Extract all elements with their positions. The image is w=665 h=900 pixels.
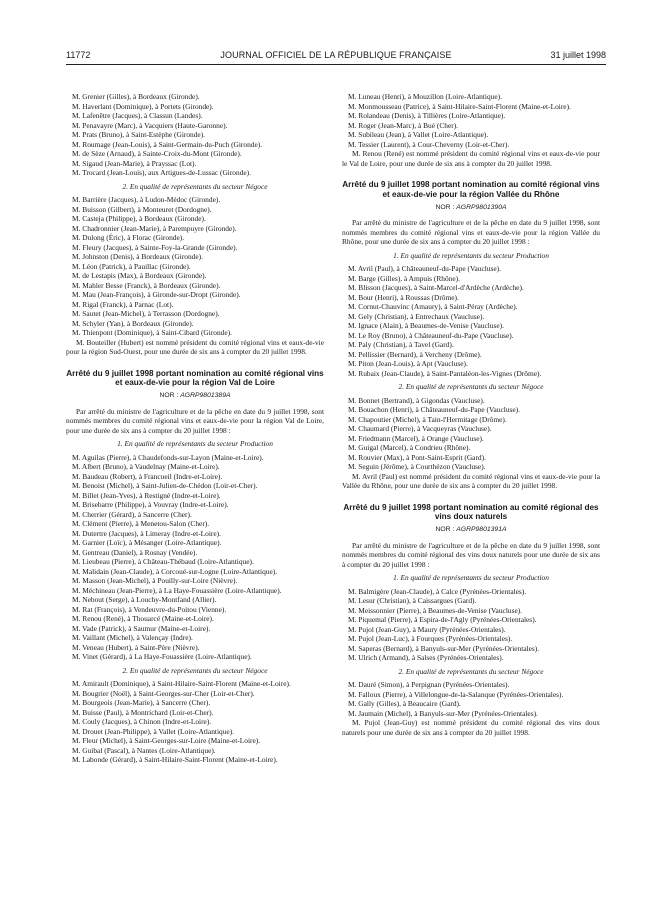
list-item: M. Johnston (Denis), à Bordeaux (Gironde). xyxy=(72,252,203,261)
list-item: M. Lesur (Christian), à Caissargues (Gard). xyxy=(348,596,477,606)
list-item: M. Piton (Jean-Louis), à Apt (Vaucluse). xyxy=(348,359,468,369)
list-item: M. Vaillant (Michel), à Valençay (Indre). xyxy=(72,633,193,643)
list-item: M. Bour (Henri), à Roussas (Drôme). xyxy=(348,292,459,302)
list-item: M. Tessier (Laurent), à Cour-Cheverny (Loir-et-Cher). xyxy=(348,139,510,149)
page-header xyxy=(66,50,606,64)
list-item: M. Grenier (Gilles), à Bordeaux (Gironde). xyxy=(72,92,200,101)
list-item: M. de Lestapis (Max), à Bordeaux (Gironde). xyxy=(72,271,207,280)
list-item: M. Chapoutier (Michel), à Tain-l'Hermitage (Drôme). xyxy=(348,414,507,424)
list-item: M. Veneau (Hubert), à Saint-Père (Nièvre). xyxy=(72,642,200,652)
arrete-intro: Par arrêté du ministre de l'agriculture et de la pêche en date du 9 juillet 1998, sont nommés membres du comité régional vins et eaux-de-vie pour la région Vallée du Rhône, pour une durée de six ans à compter du 20 juillet 1998 : xyxy=(342,218,600,247)
list-item: M. Prats (Bruno), à Saint-Estèphe (Gironde). xyxy=(72,130,206,139)
list-item: M. Malidain (Jean-Claude), à Corcoué-sur-Logne (Loire-Atlantique). xyxy=(72,566,278,576)
list-item: M. Fleur (Michel), à Saint-Georges-sur-Loire (Maine-et-Loire). xyxy=(72,736,261,746)
list-item: M. Billet (Jean-Yves), à Restigné (Indre-et-Loire). xyxy=(72,490,221,500)
list-item: M. Gally (Gilles), à Beaucaire (Gard). xyxy=(348,699,461,709)
list-item: M. Subileau (Jean), à Vallet (Loire-Atlantique). xyxy=(348,130,489,139)
list-item: M. Seguin (Jérôme), à Courthézon (Vaucluse). xyxy=(348,462,486,472)
list-item: M. Méchineau (Jean-Pierre), à La Haye-Fouassière (Loire-Atlantique). xyxy=(72,585,282,595)
list-item: M. Gely (Christian), à Entrechaux (Vaucluse). xyxy=(348,311,485,321)
list-item: M. Amirault (Dominique), à Saint-Hilaire-Saint-Florent (Maine-et-Loire). xyxy=(72,679,291,689)
list-item: M. Masson (Jean-Michel), à Pouilly-sur-Loire (Nièvre). xyxy=(72,576,238,586)
list-item: M. Bonnet (Bertrand), à Gigondas (Vaucluse). xyxy=(348,395,485,405)
list-item: M. Rolandeau (Denis), à Tillières (Loire-Atlantique). xyxy=(348,111,506,120)
nor-label: NOR : xyxy=(435,526,455,534)
right-column xyxy=(342,92,600,737)
list-item: M. Avril (Paul), à Châteauneuf-du-Pape (Vaucluse). xyxy=(348,264,501,274)
list-item: M. Vade (Patrick), à Saumur (Maine-et-Loire). xyxy=(72,623,211,633)
nor-reference xyxy=(66,391,324,401)
journal-title: JOURNAL OFFICIEL DE LA RÉPUBLIQUE FRANÇAISE xyxy=(220,50,452,60)
list-item: M. Baudeau (Robert), à Francueil (Indre-et-Loire). xyxy=(72,471,223,481)
arrete-title: Arrêté du 9 juillet 1998 portant nomination au comité régional vins et eaux-de-vie pour la région Vallée du Rhône xyxy=(342,180,600,199)
list-item: M. Dutertre (Jacques), à Limeray (Indre-et-Loire). xyxy=(72,528,221,538)
list-item: M. Gentreau (Daniel), à Rosnay (Vendée). xyxy=(72,547,198,557)
list-vdn-production xyxy=(342,587,600,663)
list-item: M. Brisebarre (Philippe), à Vouvray (Indre-et-Loire). xyxy=(72,500,229,510)
list-item: M. Sautet (Jean-Michel), à Terrasson (Dordogne). xyxy=(72,309,220,318)
nor-label: NOR : xyxy=(435,203,455,211)
list-item: M. Guibal (Pascal), à Nantes (Loire-Atlantique). xyxy=(72,745,216,755)
list-item: M. Rat (François), à Vendeuvre-du-Poitou (Vienne). xyxy=(72,604,227,614)
list-item: M. Labonde (Gérard), à Saint-Hilaire-Saint-Florent (Maine-et-Loire). xyxy=(72,755,278,765)
list-item: M. Thienpont (Dominique), à Saint-Cibard (Gironde). xyxy=(72,328,232,337)
arrete-intro: Par arrêté du ministre de l'agriculture et de la pêche en date du 9 juillet 1998, sont nommés membres du comité régional vins et eaux-de-vie pour la région Val de Loire, pour une durée de six ans à compter du 20 juillet 1998 : xyxy=(66,406,324,435)
list-item: M. Barge (Gilles), à Ampuis (Rhône). xyxy=(348,273,460,283)
list-item: M. Blisson (Jacques), à Saint-Marcel-d'Ardèche (Ardèche). xyxy=(348,283,524,293)
list-item: M. Pujol (Jean-Guy), à Maury (Pyrénées-Orientales). xyxy=(348,624,506,634)
list-item: M. Jaumain (Michel), à Banyuls-sur-Mer (Pyrénées-Orientales). xyxy=(348,708,538,718)
list-item: M. Léon (Patrick), à Pauillac (Gironde). xyxy=(72,261,191,271)
list-item: M. Lafenêtre (Jacques), à Classun (Landes). xyxy=(72,111,203,120)
arrete-intro: Par arrêté du ministre de l'agriculture et de la pêche en date du 9 juillet 1998, sont nommés membres du comité régional des vins doux naturels pour une durée de six ans à compter du 20 juillet 1998 : xyxy=(342,540,600,569)
list-item: M. Vinet (Gérard), à La Haye-Fouassière (Loire-Atlantique). xyxy=(72,652,252,662)
list-item: M. Fleury (Jacques), à Sainte-Foy-la-Grande (Gironde). xyxy=(72,242,238,252)
list-item: M. Lieubeau (Pierre), à Château-Thébaud (Loire-Atlantique). xyxy=(72,557,254,567)
list-item: M. Piquemal (Pierre), à Espira-de-l'Agly (Pyrénées-Orientales). xyxy=(348,615,537,625)
list-item: M. Aguilas (Pierre), à Chaudefonds-sur-Layon (Maine-et-Loire). xyxy=(72,452,264,462)
list-item: M. Renou (René), à Thouarcé (Maine-et-Loire). xyxy=(72,614,214,624)
list-item: M. Roger (Jean-Marc), à Bué (Cher). xyxy=(348,120,458,130)
list-item: M. Haverlant (Dominique), à Portets (Gironde). xyxy=(72,101,214,111)
president-paragraph: M. Pujol (Jean-Guy) est nommé président du comité régional des vins doux naturels pour une durée de six ans à compter du 20 juillet 1998. xyxy=(342,718,600,737)
list-item: M. Benoist (Michel), à Saint-Julien-de-Chédon (Loir-et-Cher). xyxy=(72,481,258,491)
nor-reference xyxy=(342,203,600,213)
list-item: M. Rigal (Franck), à Parnac (Lot). xyxy=(72,299,174,309)
list-item: M. Roumage (Jean-Louis), à Saint-Germain-du-Puch (Gironde). xyxy=(72,139,263,149)
list-item: M. Rouvier (Max), à Pont-Saint-Esprit (Gard). xyxy=(348,452,486,462)
list-item: M. Balmigère (Jean-Claude), à Calce (Pyrénées-Orientales). xyxy=(348,586,527,596)
list-item: M. Meissonnier (Pierre), à Beaumes-de-Venise (Vaucluse). xyxy=(348,605,523,615)
list-loire-negoce-end xyxy=(342,92,600,149)
nor-label: NOR : xyxy=(159,392,179,400)
list-item: M. Bougrier (Noël), à Saint-Georges-sur-Cher (Loir-et-Cher). xyxy=(72,688,255,698)
left-column xyxy=(66,92,324,765)
section-heading: 2. En qualité de représentants du secteur Négoce xyxy=(398,666,544,676)
list-item: M. Barrière (Jacques), à Ludon-Médoc (Gironde). xyxy=(72,195,221,204)
section-heading: 1. En qualité de représentants du secteur Production xyxy=(393,573,549,583)
section-heading: 1. En qualité de représentants du secteur Production xyxy=(117,439,273,449)
list-item: M. Albert (Bruno), à Vaudelnay (Maine-et-Loire). xyxy=(72,462,220,472)
list-item: M. Chaumard (Pierre), à Vacqueyras (Vaucluse). xyxy=(348,424,492,434)
list-item: M. Clément (Pierre), à Menetou-Salon (Cher). xyxy=(72,519,210,529)
list-item: M. Penavayre (Marc), à Vacquiers (Haute-Garonne). xyxy=(72,120,228,130)
list-item: M. Garnier (Loïc), à Mésanger (Loire-Atlantique). xyxy=(72,538,222,548)
list-item: M. Casteja (Philippe), à Bordeaux (Gironde). xyxy=(72,214,206,223)
list-item: M. Bouachon (Henri), à Châteauneuf-du-Pape (Vaucluse). xyxy=(348,405,520,415)
list-item: M. Friedmann (Marcel), à Orange (Vaucluse). xyxy=(348,433,484,443)
nor-code: AGRP9801389A xyxy=(180,392,231,400)
list-item: M. Mau (Jean-François), à Gironde-sur-Dropt (Gironde). xyxy=(72,290,241,299)
list-item: M. Monmousseau (Patrice), à Saint-Hilaire-Saint-Florent (Maine-et-Loire). xyxy=(348,101,571,111)
list-item: M. Schyler (Yan), à Bordeaux (Gironde). xyxy=(72,318,194,328)
list-item: M. Luneau (Henri), à Mouzillon (Loire-Atlantique). xyxy=(348,92,502,101)
president-paragraph: M. Renou (René) est nommé président du comité régional vins et eaux-de-vie pour le Val de Loire, pour une durée de six ans à compter du 20 juillet 1998. xyxy=(342,149,600,168)
list-item: M. Nebout (Serge), à Louchy-Montfand (Allier). xyxy=(72,595,217,605)
list-rhone-negoce xyxy=(342,396,600,472)
list-item: M. Rubaix (Jean-Claude), à Saint-Pantaléon-les-Vignes (Drôme). xyxy=(348,368,542,378)
header-rule xyxy=(66,64,606,65)
list-item: M. Dauré (Simon), à Perpignan (Pyrénées-Orientales). xyxy=(348,680,510,690)
list-item: M. Guigal (Marcel), à Condrieu (Rhône). xyxy=(348,443,471,453)
list-item: M. Falloux (Pierre), à Villelongue-de-la-Salanque (Pyrénées-Orientales). xyxy=(348,689,564,699)
section-heading: 2. En qualité de représentants du secteur Négoce xyxy=(122,665,268,675)
list-item: M. de Sèze (Arnaud), à Sainte-Croix-du-Mont (Gironde). xyxy=(72,149,242,158)
list-item: M. Chadronnier (Jean-Marie), à Parempuyre (Gironde). xyxy=(72,223,237,233)
list-loire-negoce xyxy=(66,679,324,765)
section-heading: 2. En qualité de représentants du secteur Négoce xyxy=(398,382,544,392)
president-paragraph: M. Avril (Paul) est nommé président du comité régional vins et eaux-de-vie pour la Vallée du Rhône, pour une durée de six ans à compter du 20 juillet 1998. xyxy=(342,471,600,491)
list-item: M. Cherrier (Gérard), à Sancerre (Cher). xyxy=(72,509,192,519)
list-sud-ouest-production-end xyxy=(66,92,324,178)
issue-date: 31 juillet 1998 xyxy=(550,50,606,60)
list-loire-production xyxy=(66,453,324,662)
list-item: M. Le Roy (Bruno), à Châteauneuf-du-Pape (Vaucluse). xyxy=(348,330,514,340)
list-item: M. Mahler Besse (Franck), à Bordeaux (Gironde). xyxy=(72,280,221,290)
section-heading: 1. En qualité de représentants du secteur Production xyxy=(393,250,549,260)
list-sud-ouest-negoce xyxy=(66,195,324,338)
list-item: M. Saperas (Bernard), à Banyuls-sur-Mer (Pyrénées-Orientales). xyxy=(348,643,540,653)
list-item: M. Pellissier (Bernard), à Vercheny (Drôme). xyxy=(348,349,482,359)
list-item: M. Buisse (Paul), à Montrichard (Loir-et-Cher). xyxy=(72,707,214,717)
nor-reference xyxy=(342,525,600,535)
list-vdn-negoce xyxy=(342,680,600,718)
arrete-title: Arrêté du 9 juillet 1998 portant nomination au comité régional des vins doux naturels xyxy=(343,502,599,522)
list-item: M. Paly (Christian), à Tavel (Gard). xyxy=(348,340,454,350)
arrete-title: Arrêté du 9 juillet 1998 portant nomination au comité régional vins et eaux-de-vie pour la région Val de Loire xyxy=(66,368,324,388)
list-item: M. Couly (Jacques), à Chinon (Indre-et-Loire). xyxy=(72,717,212,727)
section-heading: 2. En qualité de représentants du secteur Négoce xyxy=(122,181,268,191)
list-item: M. Trocard (Jean-Louis), aux Artigues-de-Lussac (Gironde). xyxy=(72,168,251,177)
list-item: M. Bourgeois (Jean-Marie), à Sancerre (Cher). xyxy=(72,698,211,708)
list-item: M. Pujol (Jean-Luc), à Fourques (Pyrénées-Orientales). xyxy=(348,634,513,644)
list-rhone-production xyxy=(342,264,600,378)
list-item: M. Drouet (Jean-Philippe), à Vallet (Loire-Atlantique). xyxy=(72,726,234,736)
list-item: M. Ulrich (Armand), à Salses (Pyrénées-Orientales). xyxy=(348,653,504,663)
page-number: 11772 xyxy=(66,50,91,60)
list-item: M. Sigaud (Jean-Marie), à Prayssac (Lot). xyxy=(72,158,197,168)
list-item: M. Cornut-Chauvinc (Amaury), à Saint-Péray (Ardèche). xyxy=(348,302,518,312)
list-item: M. Ignace (Alain), à Beaumes-de-Venise (Vaucluse). xyxy=(348,321,504,331)
list-item: M. Buisson (Gilbert), à Monteuret (Dordogne). xyxy=(72,204,212,214)
nor-code: AGRP9801391A xyxy=(456,526,507,534)
list-item: M. Dulong (Éric), à Florac (Gironde). xyxy=(72,233,185,242)
nor-code: AGRP9801390A xyxy=(456,203,507,211)
president-paragraph: M. Bouteiller (Hubert) est nommé président du comité régional vins et eaux-de-vie pour la région Sud-Ouest, pour une durée de six ans à compter du 20 juillet 1998. xyxy=(66,337,324,356)
